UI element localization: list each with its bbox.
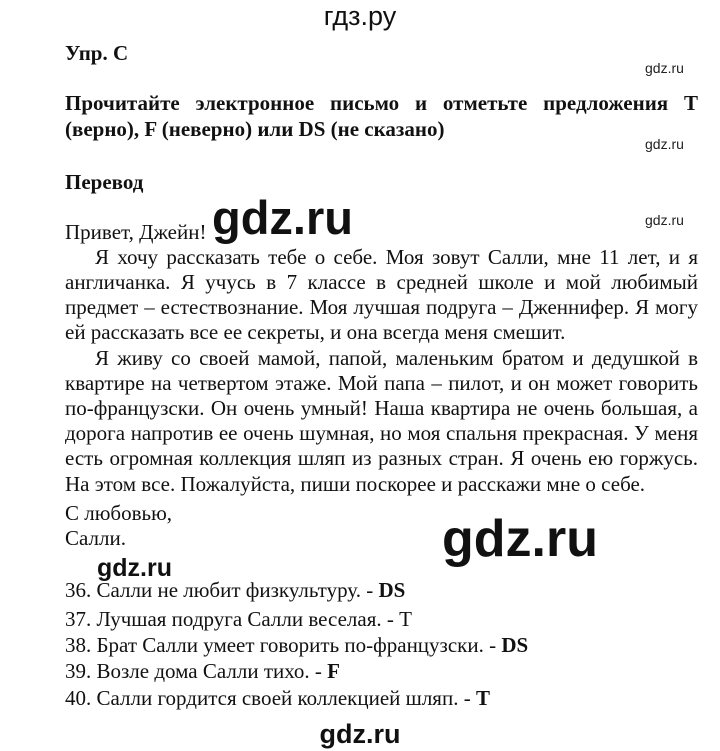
watermark-small: gdz.ru (645, 60, 684, 76)
answer-item: 36. Салли не любит физкультуру. - DS (65, 578, 406, 602)
instruction-line-2: (верно), F (неверно) или DS (не сказано) (65, 117, 445, 141)
letter-greeting: Привет, Джейн! (65, 220, 207, 244)
letter-line: дорога напротив ее очень шумная, но моя спальня прекрасная. У меня (65, 421, 698, 445)
answer-item: 40. Салли гордится своей коллекцией шляп. - T (65, 686, 490, 710)
watermark-large: gdz.ru (442, 510, 598, 568)
letter-line: ей рассказать все ее секреты, и она всегда меня смешит. (65, 320, 566, 344)
answer-mark: DS (378, 578, 406, 602)
section-title: Перевод (65, 170, 144, 194)
watermark-medium: gdz.ru (97, 554, 172, 582)
answer-item: 39. Возле дома Салли тихо. - F (65, 659, 340, 683)
answer-mark: DS (501, 633, 529, 657)
answer-mark: T (399, 607, 412, 631)
exercise-label: Упр. С (65, 41, 129, 65)
site-footer: gdz.ru (319, 719, 401, 749)
letter-line: по-французски. Он очень умный! Наша квартира не очень большая, а (65, 396, 698, 420)
letter-line: На этом все. Пожалуйста, пиши поскорее и расскажи мне о себе. (65, 472, 646, 496)
watermark-small: gdz.ru (645, 212, 684, 228)
letter-line: есть огромная коллекция шляп из разных стран. Я очень ею горжусь. (65, 446, 698, 470)
letter-line: Я живу со своей мамой, папой, маленьким братом и дедушкой в (95, 346, 698, 370)
answer-item: 38. Брат Салли умеет говорить по-французски. - DS (65, 633, 529, 657)
letter-closing: С любовью, (65, 501, 173, 525)
letter-line: предмет – естествознание. Моя лучшая подруга – Дженнифер. Я могу (65, 295, 698, 319)
letter-line: квартире на четвертом этаже. Мой папа – пилот, и он может говорить (65, 371, 698, 395)
answer-item: 37. Лучшая подруга Салли веселая. - T (65, 607, 412, 631)
letter-line: Я хочу рассказать тебе о себе. Моя зовут Салли, мне 11 лет, и я (95, 245, 698, 269)
watermark-large: gdz.ru (208, 190, 357, 245)
answer-mark: T (475, 686, 490, 710)
site-header: гдз.ру (323, 1, 397, 31)
letter-line: англичанка. Я учусь в 7 классе в средней школе и мой любимый (65, 270, 698, 294)
watermark-small: gdz.ru (645, 136, 684, 152)
answer-mark: F (327, 659, 340, 683)
letter-signature: Салли. (65, 526, 126, 550)
instruction-line-1: Прочитайте электронное письмо и отметьте предложения T (65, 91, 698, 115)
